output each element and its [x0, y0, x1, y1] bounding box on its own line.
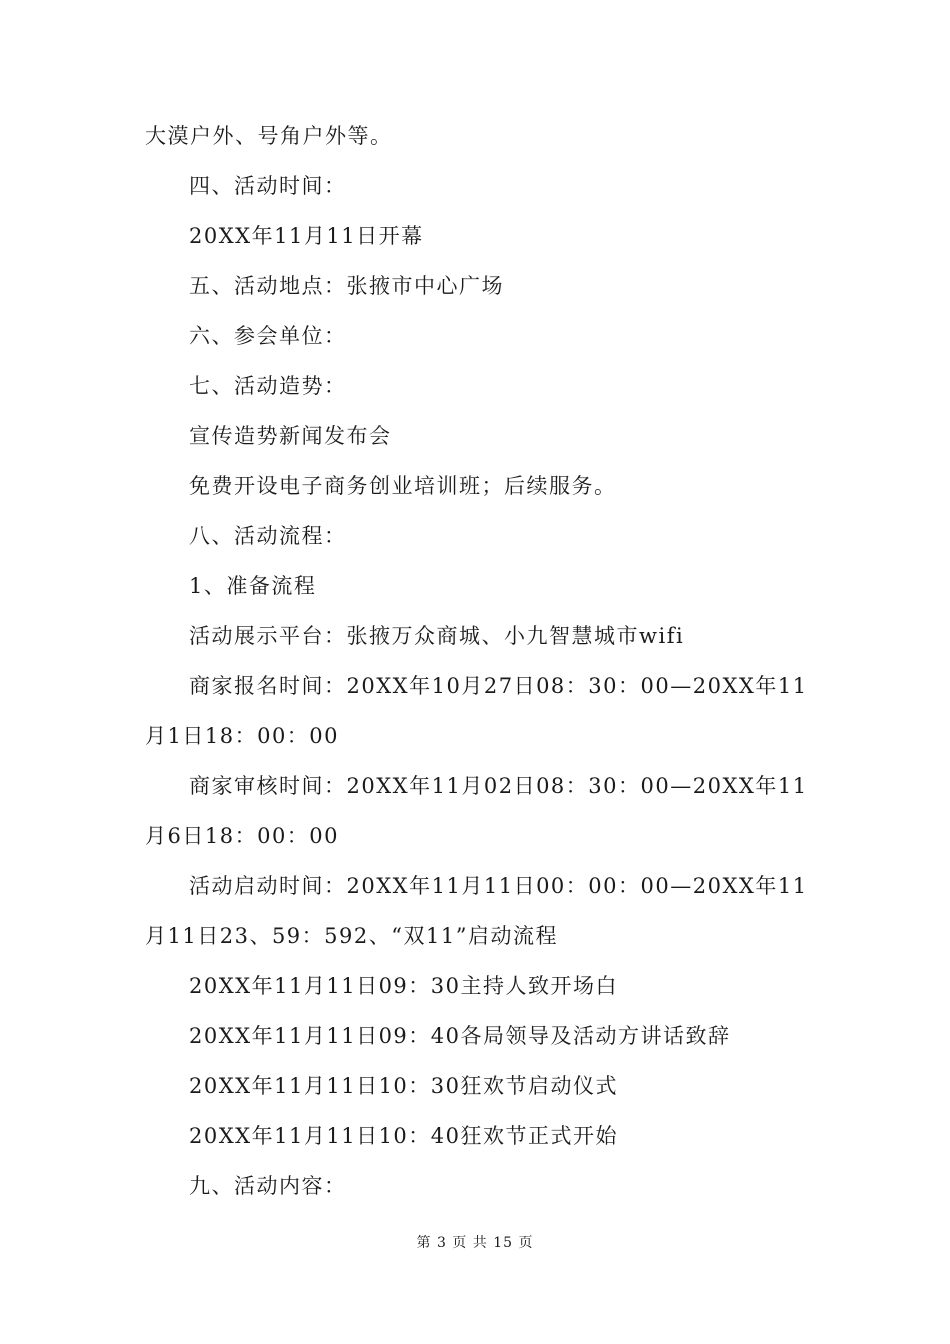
paragraph: 六、参会单位： — [189, 324, 347, 348]
paragraph: 四、活动时间： — [189, 174, 347, 198]
paragraph: 20XX年11月11日09：30主持人致开场白 — [189, 974, 619, 998]
paragraph: 20XX年11月11日10：30狂欢节启动仪式 — [189, 1074, 619, 1098]
paragraph: 20XX年11月11日开幕 — [189, 224, 424, 248]
paragraph: 活动启动时间：20XX年11月11日00：00：00—20XX年11月11日23、59：592、“双11”启动流程 — [145, 874, 808, 948]
paragraph: 七、活动造势： — [189, 374, 347, 398]
paragraph: 大漠户外、号角户外等。 — [145, 124, 393, 148]
page-number-footer: 第 3 页 共 15 页 — [416, 1235, 534, 1251]
paragraph: 20XX年11月11日10：40狂欢节正式开始 — [189, 1124, 619, 1148]
paragraph: 商家审核时间：20XX年11月02日08：30：00—20XX年11月6日18：00：00 — [145, 774, 808, 848]
document-body — [145, 111, 810, 1211]
paragraph: 九、活动内容： — [189, 1174, 347, 1198]
paragraph: 1、准备流程 — [189, 574, 317, 598]
paragraph: 免费开设电子商务创业培训班；后续服务。 — [189, 474, 617, 498]
paragraph: 宣传造势新闻发布会 — [189, 424, 392, 448]
paragraph: 20XX年11月11日09：40各局领导及活动方讲话致辞 — [189, 1024, 731, 1048]
paragraph: 五、活动地点：张掖市中心广场 — [189, 274, 504, 298]
paragraph: 八、活动流程： — [189, 524, 347, 548]
paragraph: 商家报名时间：20XX年10月27日08：30：00—20XX年11月1日18：00：00 — [145, 674, 808, 748]
paragraph: 活动展示平台：张掖万众商城、小九智慧城市wifi — [189, 624, 685, 648]
